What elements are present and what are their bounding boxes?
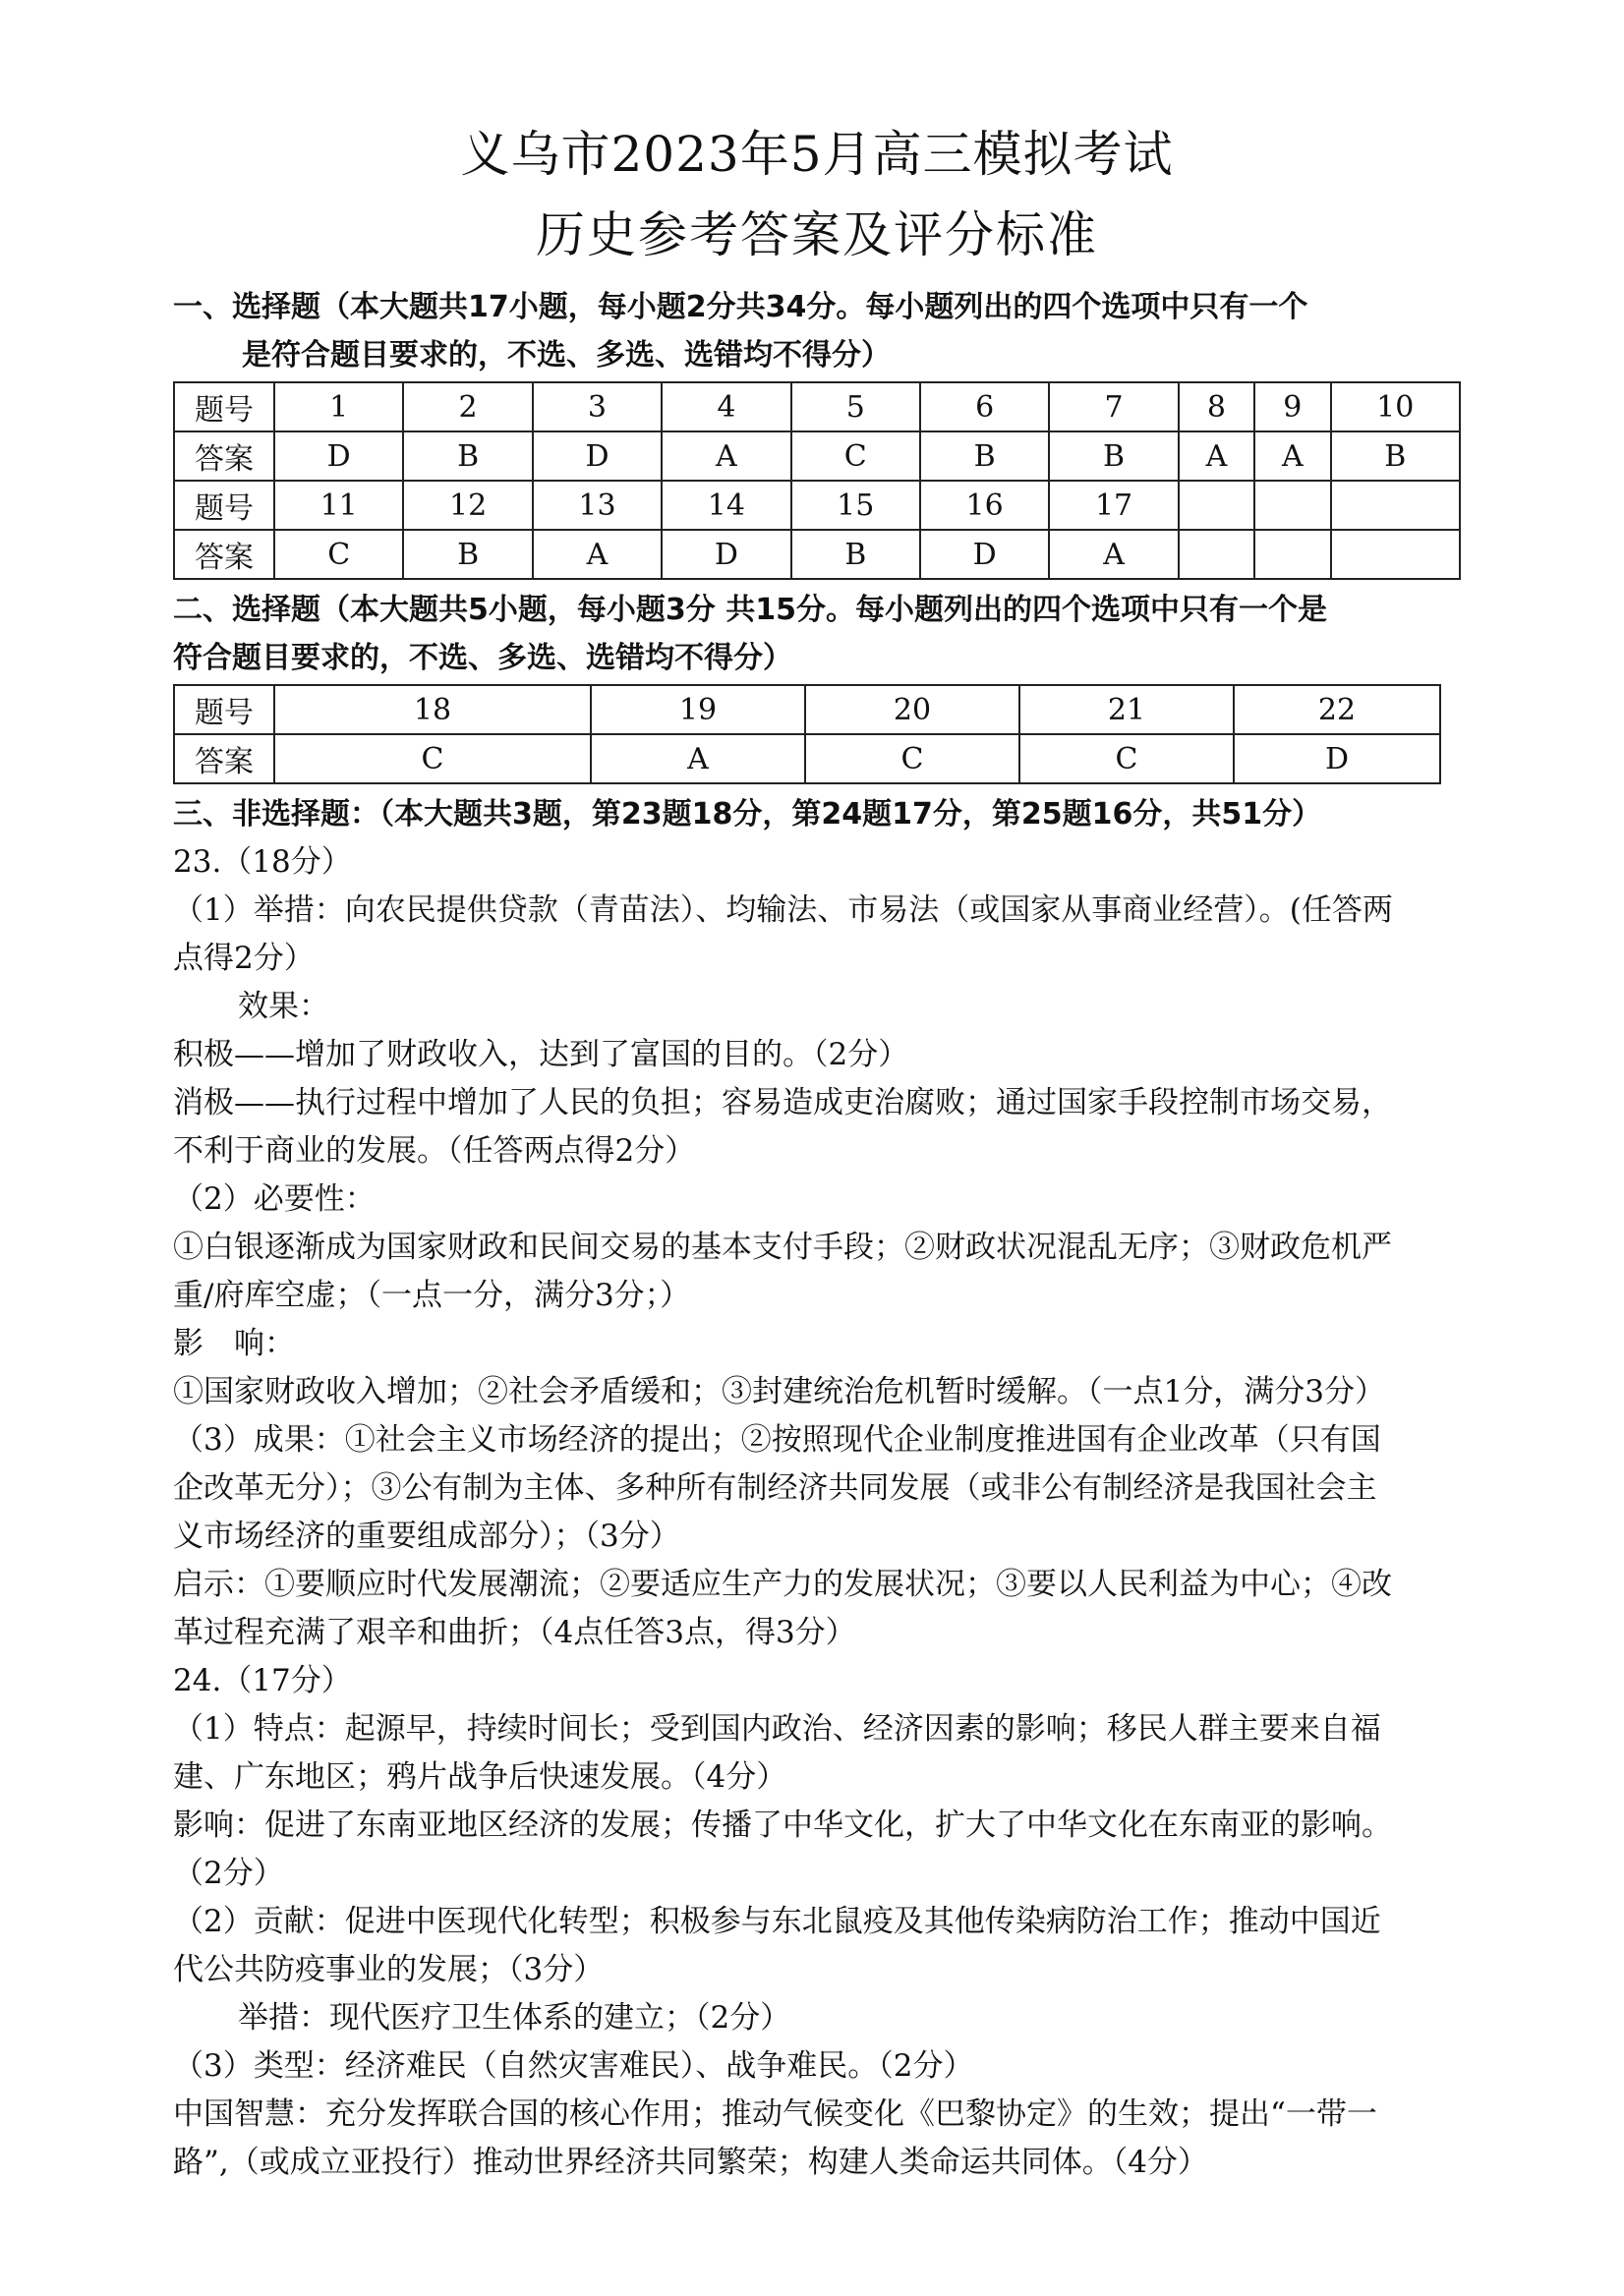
answer-cell: B (1049, 431, 1178, 481)
question-23-heading: 23.（18分） (173, 844, 352, 880)
answer-cell: B (791, 530, 920, 579)
answer-line: 路”,（或成立亚投行）推动世界经济共同繁荣；构建人类命运共同体。（4分） (173, 2145, 1208, 2180)
answer-line: 革过程充满了艰辛和曲折；（4点任答3点，得3分） (173, 1615, 856, 1650)
question-number: 19 (591, 685, 805, 734)
question-number (1331, 481, 1460, 530)
answer-line: ①白银逐渐成为国家财政和民间交易的基本支付手段；②财政状况混乱无序；③财政危机严 (173, 1230, 1392, 1265)
row-label-question: 题号 (174, 481, 274, 530)
question-number: 8 (1179, 382, 1254, 431)
row-label-answer: 答案 (174, 734, 274, 783)
question-number: 10 (1331, 382, 1460, 431)
answer-line: （1）特点：起源早，持续时间长；受到国内政治、经济因素的影响；移民人群主要来自福 (173, 1711, 1381, 1747)
answer-line: 积极——增加了财政收入，达到了富国的目的。（2分） (173, 1037, 909, 1072)
question-number: 7 (1049, 382, 1178, 431)
answer-cell: C (1019, 734, 1234, 783)
answer-line: （3）类型：经济难民（自然灾害难民）、战争难民。（2分） (173, 2048, 974, 2084)
answer-cell: B (403, 530, 532, 579)
answer-line: （2分） (173, 1856, 284, 1891)
answer-cell: B (1331, 431, 1460, 481)
question-number: 16 (920, 481, 1049, 530)
answer-line: 代公共防疫事业的发展；（3分） (173, 1952, 605, 1987)
answer-line: （1）举措：向农民提供贷款（青苗法）、均输法、市易法（或国家从事商业经营）。(任答两 (173, 892, 1393, 928)
answer-document (173, 118, 1461, 2187)
row-label-answer: 答案 (174, 530, 274, 579)
section1-answer-table (173, 381, 1461, 580)
question-number: 13 (533, 481, 662, 530)
answer-line: 建、广东地区；鸦片战争后快速发展。（4分） (173, 1759, 787, 1795)
table-row (174, 530, 1460, 579)
question-number: 20 (805, 685, 1019, 734)
question-number: 11 (274, 481, 403, 530)
question-number: 4 (662, 382, 790, 431)
table-row (174, 431, 1460, 481)
answer-cell: A (1254, 431, 1330, 481)
question-number: 22 (1234, 685, 1440, 734)
answer-line: 企改革无分）；③公有制为主体、多种所有制经济共同发展（或非公有制经济是我国社会主 (173, 1470, 1377, 1506)
row-label-answer: 答案 (174, 431, 274, 481)
table-row (174, 734, 1440, 783)
answer-cell: B (920, 431, 1049, 481)
answer-line: 效果： (238, 989, 329, 1024)
answer-line: 中国智慧：充分发挥联合国的核心作用；推动气候变化《巴黎协定》的生效；提出“一带一 (173, 2096, 1377, 2132)
question-number: 12 (403, 481, 532, 530)
section3-heading: 三、非选择题：（本大题共3题，第23题18分，第24题17分，第25题16分，共51分） (173, 797, 1322, 832)
answer-line: （3）成果：①社会主义市场经济的提出；②按照现代企业制度推进国有企业改革（只有国 (173, 1422, 1381, 1458)
answer-cell: A (1049, 530, 1178, 579)
question-number: 9 (1254, 382, 1330, 431)
question-24-heading: 24.（17分） (173, 1663, 352, 1698)
section2-heading: 二、选择题（本大题共5小题，每小题3分 共15分。每小题列出的四个选项中只有一个是 (173, 593, 1327, 627)
answer-line: （2）贡献：促进中医现代化转型；积极参与东北鼠疫及其他传染病防治工作；推动中国近 (173, 1904, 1381, 1939)
answer-cell: C (791, 431, 920, 481)
section1-heading-cont: 是符合题目要求的，不选、多选、选错均不得分） (242, 338, 891, 373)
answer-cell: D (274, 431, 403, 481)
answer-line: 影响：促进了东南亚地区经济的发展；传播了中华文化，扩大了中华文化在东南亚的影响。 (173, 1808, 1392, 1843)
answer-cell: C (274, 734, 591, 783)
section2-heading-cont: 符合题目要求的，不选、多选、选错均不得分） (173, 641, 792, 675)
section3-body (173, 838, 1461, 2187)
question-number: 6 (920, 382, 1049, 431)
question-number: 3 (533, 382, 662, 431)
answer-cell (1331, 530, 1460, 579)
question-number: 1 (274, 382, 403, 431)
row-label-question: 题号 (174, 685, 274, 734)
answer-cell (1254, 530, 1330, 579)
answer-cell: D (662, 530, 790, 579)
answer-cell: A (533, 530, 662, 579)
question-number: 2 (403, 382, 532, 431)
table-row (174, 382, 1460, 431)
answer-line: 点得2分） (173, 941, 315, 976)
question-number: 17 (1049, 481, 1178, 530)
answer-cell: A (1179, 431, 1254, 481)
answer-cell: C (274, 530, 403, 579)
section2-answer-table (173, 684, 1441, 784)
answer-line: 启示：①要顺应时代发展潮流；②要适应生产力的发展状况；③要以人民利益为中心；④改 (173, 1567, 1392, 1602)
answer-cell: D (1234, 734, 1440, 783)
page-title: 义乌市2023年5月高三模拟考试 (460, 126, 1174, 183)
answer-line: 义市场经济的重要组成部分）；（3分） (173, 1519, 680, 1554)
table-row (174, 481, 1460, 530)
answer-cell: A (591, 734, 805, 783)
answer-cell: B (403, 431, 532, 481)
question-number: 18 (274, 685, 591, 734)
page-subtitle: 历史参考答案及评分标准 (536, 206, 1098, 263)
answer-line: 影 响： (173, 1326, 295, 1361)
table-row (174, 685, 1440, 734)
question-number: 5 (791, 382, 920, 431)
answer-cell: A (662, 431, 790, 481)
answer-cell: D (533, 431, 662, 481)
row-label-question: 题号 (174, 382, 274, 431)
section1-heading: 一、选择题（本大题共17小题，每小题2分共34分。每小题列出的四个选项中只有一个 (173, 290, 1308, 324)
question-number (1179, 481, 1254, 530)
answer-line: ①国家财政收入增加；②社会矛盾缓和；③封建统治危机暂时缓解。（一点1分，满分3分） (173, 1374, 1385, 1409)
answer-line: （2）必要性： (173, 1181, 376, 1217)
answer-cell (1179, 530, 1254, 579)
answer-line: 举措：现代医疗卫生体系的建立；（2分） (238, 2000, 791, 2036)
question-number: 21 (1019, 685, 1234, 734)
question-number: 15 (791, 481, 920, 530)
question-number: 14 (662, 481, 790, 530)
answer-line: 不利于商业的发展。（任答两点得2分） (173, 1133, 696, 1169)
question-number (1254, 481, 1330, 530)
answer-cell: C (805, 734, 1019, 783)
answer-line: 重/府库空虚；（一点一分，满分3分；） (173, 1278, 691, 1313)
answer-line: 消极——执行过程中增加了人民的负担；容易造成吏治腐败；通过国家手段控制市场交易， (173, 1085, 1392, 1120)
answer-cell: D (920, 530, 1049, 579)
